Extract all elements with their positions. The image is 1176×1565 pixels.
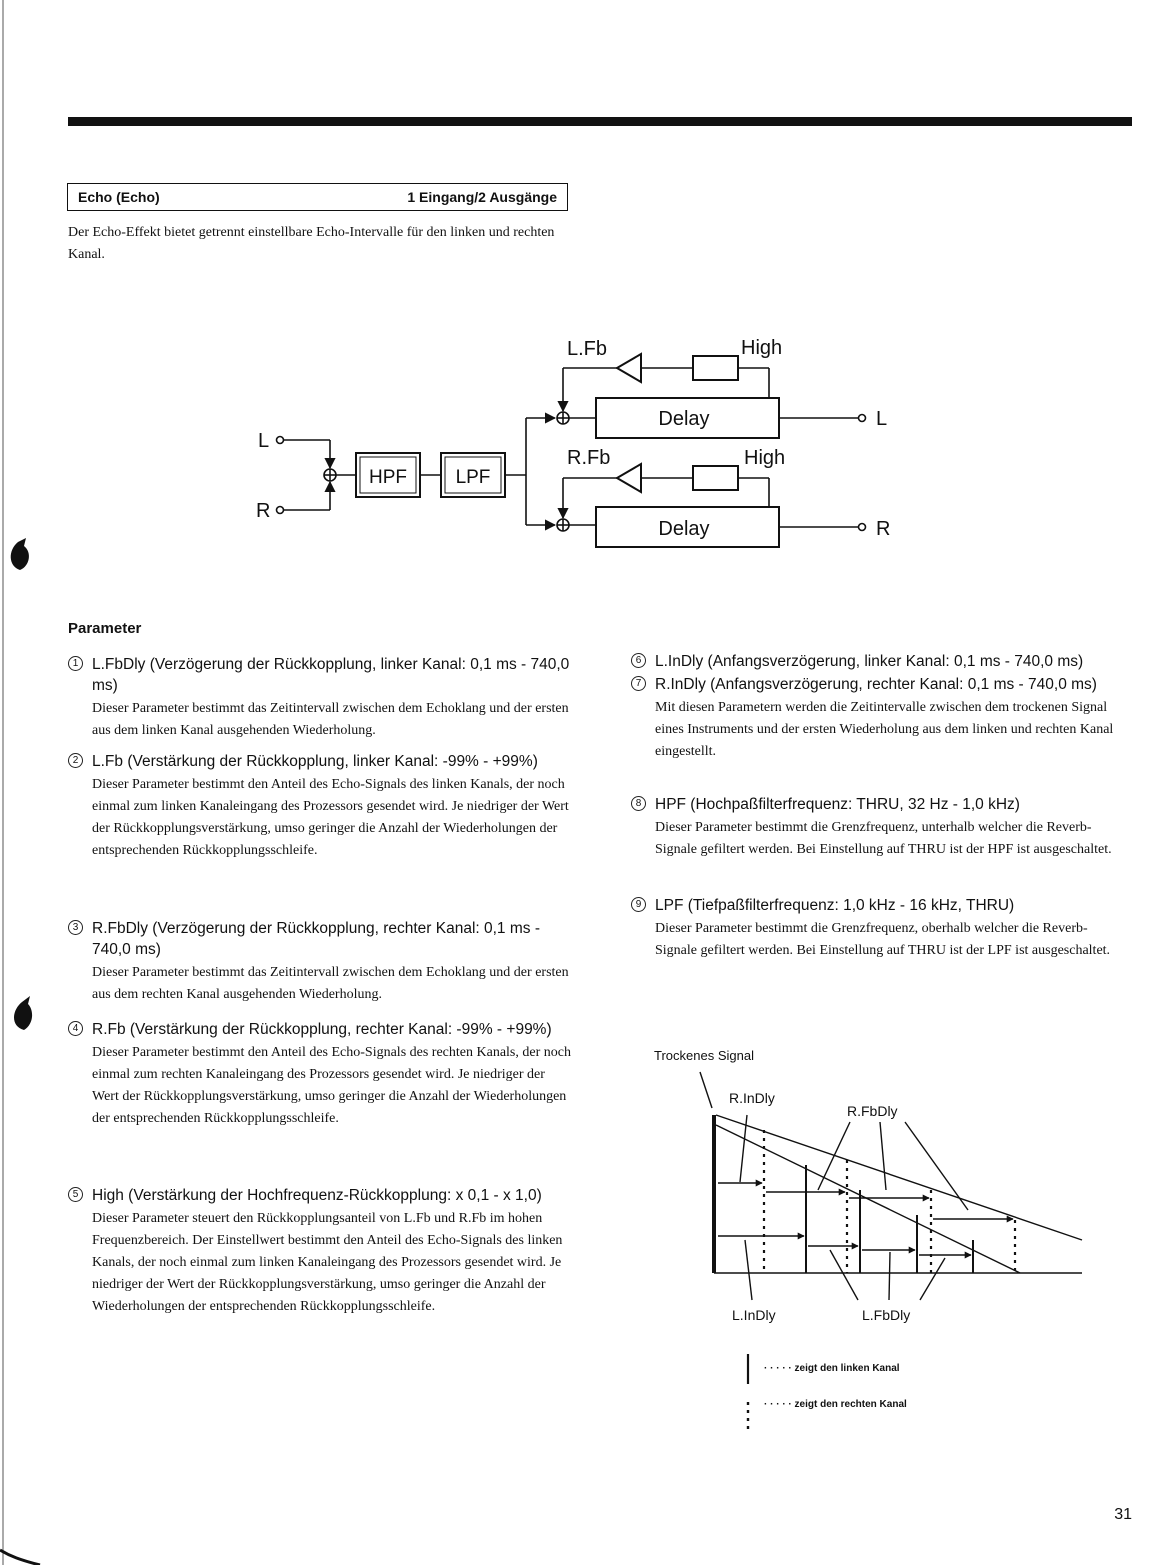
label-output-r: R [876,518,891,540]
output-l-jack [859,415,866,422]
param-number: 4 [68,1021,83,1036]
param-4 [68,1019,574,1130]
param-number: 9 [631,897,646,912]
scan-mark-icon [11,538,29,570]
section-title-box [67,183,568,211]
label-hpf: HPF [369,467,407,488]
param-6 [631,651,1127,672]
label-rindly: R.InDly [729,1090,775,1106]
label-high-top: High [741,337,783,359]
param-number: 3 [68,920,83,935]
binding-edge-marks [0,0,60,1565]
param-description: Dieser Parameter bestimmt den Anteil des Echo-Signals des linken Kanals, der noch einmal zum linken Kanaleingang des Prozessors gesendet wird. Je niedriger der Wert der Rückkopplungsverstärkung, umso geringer die Anzahl der Wiederholungen der entsprechenden Rückkopplungsschleife. [92,777,569,858]
param-heading: R.Fb (Verstärkung der Rückkopplung, rechter Kanal: -99% - +99%) [92,1021,552,1038]
param-description: Dieser Parameter bestimmt das Zeitintervall zwischen dem Echoklang und der ersten aus dem linken Kanal ausgehenden Wiederholung. [92,701,569,738]
param-number: 1 [68,656,83,671]
intro-text: Der Echo-Effekt bietet getrennt einstellbare Echo-Intervalle für den linken und rechten Kanal. [68,225,555,262]
param-description: Dieser Parameter steuert den Rückkopplungsanteil von L.Fb und R.Fb im hohen Frequenzbereich. Der Einstellwert bestimmt den Anteil des Echo-Signals des linken Kanals, der noch einmal zum linken Kanaleingang des Prozessors gesendet wird. Je niedriger der Wert der Rückkopplungsverstärkung, umso geringer die Anzahl der Wiederholungen der entsprechenden Rückkopplungsschleife. [92,1211,563,1314]
param-description: Dieser Parameter bestimmt die Grenzfrequenz, unterhalb welcher die Reverb-Signale gefiltert werden. Bei Einstellung auf THRU ist der HPF ist ausgeschaltet. [655,820,1112,857]
decay-envelope-right [716,1125,1020,1273]
rfb-amp [617,464,641,492]
param-number: 6 [631,653,646,668]
legend-keys [740,1350,760,1435]
echo-timing-diagram [640,1040,1100,1340]
label-rfbdly: R.FbDly [847,1103,898,1119]
label-input-r: R [256,500,271,522]
param-description: Dieser Parameter bestimmt das Zeitintervall zwischen dem Echoklang und der ersten aus dem rechten Kanal ausgehenden Wiederholung. [92,965,569,1002]
param-3 [68,918,574,1006]
parameter-heading: Parameter [68,620,142,637]
io-spec: 1 Eingang/2 Ausgänge [407,189,557,205]
label-lpf: LPF [455,467,491,488]
scan-mark-icon-2 [14,996,32,1030]
param-heading: L.FbDly (Verzögerung der Rückkopplung, linker Kanal: 0,1 ms - 740,0 ms) [92,656,570,694]
param-number: 5 [68,1187,83,1202]
param-heading: L.Fb (Verstärkung der Rückkopplung, linker Kanal: -99% - +99%) [92,753,538,770]
header-rule [68,117,1132,126]
decay-envelope-left [716,1115,1082,1240]
param-number: 8 [631,796,646,811]
label-output-l: L [876,408,888,430]
param-number: 7 [631,676,646,691]
page-number: 31 [1114,1506,1132,1523]
label-lfbdly: L.FbDly [862,1307,911,1323]
param-description: Dieser Parameter bestimmt den Anteil des Echo-Signals des rechten Kanals, der noch einmal zum rechten Kanaleingang des Prozessors gesendet wird. Je niedriger der Wert der Rückkopplungsverstärkung, umso geringer die Anzahl der Wiederholungen der entsprechenden Rückkopplungsschleife. [92,1045,571,1126]
param-7 [631,674,1127,763]
param-8 [631,794,1127,861]
param-description: Mit diesen Parametern werden die Zeitintervalle zwischen dem trockenen Signal eines Instruments und der ersten Wiederholung aus dem linken und rechten Kanal eingestellt. [655,700,1114,759]
echo-block-diagram [250,330,910,560]
param-heading: R.FbDly (Verzögerung der Rückkopplung, rechter Kanal: 0,1 ms - 740,0 ms) [92,920,540,958]
section-title: Echo (Echo) [78,189,160,205]
label-high-bottom: High [744,447,786,469]
param-heading: R.InDly (Anfangsverzögerung, rechter Kanal: 0,1 ms - 740,0 ms) [655,676,1097,693]
param-heading: High (Verstärkung der Hochfrequenz-Rückkopplung: x 0,1 - x 1,0) [92,1187,542,1204]
high-block-bottom [693,466,738,490]
legend-right-channel: · · · · · zeigt den rechten Kanal [764,1399,907,1410]
legend-left-channel: · · · · · zeigt den linken Kanal [764,1363,900,1374]
label-dry-signal: Trockenes Signal [654,1048,754,1063]
param-5 [68,1185,574,1318]
label-delay-bottom: Delay [658,518,710,540]
param-9 [631,895,1127,962]
label-rfb: R.Fb [567,447,611,469]
label-delay-top: Delay [658,408,710,430]
param-2 [68,751,574,862]
param-number: 2 [68,753,83,768]
param-1 [68,654,574,742]
param-heading: HPF (Hochpaßfilterfrequenz: THRU, 32 Hz - 1,0 kHz) [655,796,1020,813]
param-heading: L.InDly (Anfangsverzögerung, linker Kanal: 0,1 ms - 740,0 ms) [655,653,1084,670]
high-block-top [693,356,738,380]
input-r-jack [277,507,284,514]
label-lindly: L.InDly [732,1307,776,1323]
input-l-jack [277,437,284,444]
label-input-l: L [258,430,270,452]
output-r-jack [859,524,866,531]
param-description: Dieser Parameter bestimmt die Grenzfrequenz, oberhalb welcher die Reverb-Signale gefiltert werden. Bei Einstellung auf THRU ist der LPF ist ausgeschaltet. [655,921,1111,958]
param-heading: LPF (Tiefpaßfilterfrequenz: 1,0 kHz - 16 kHz, THRU) [655,897,1015,914]
label-lfb: L.Fb [567,338,608,360]
lfb-amp [617,354,641,382]
